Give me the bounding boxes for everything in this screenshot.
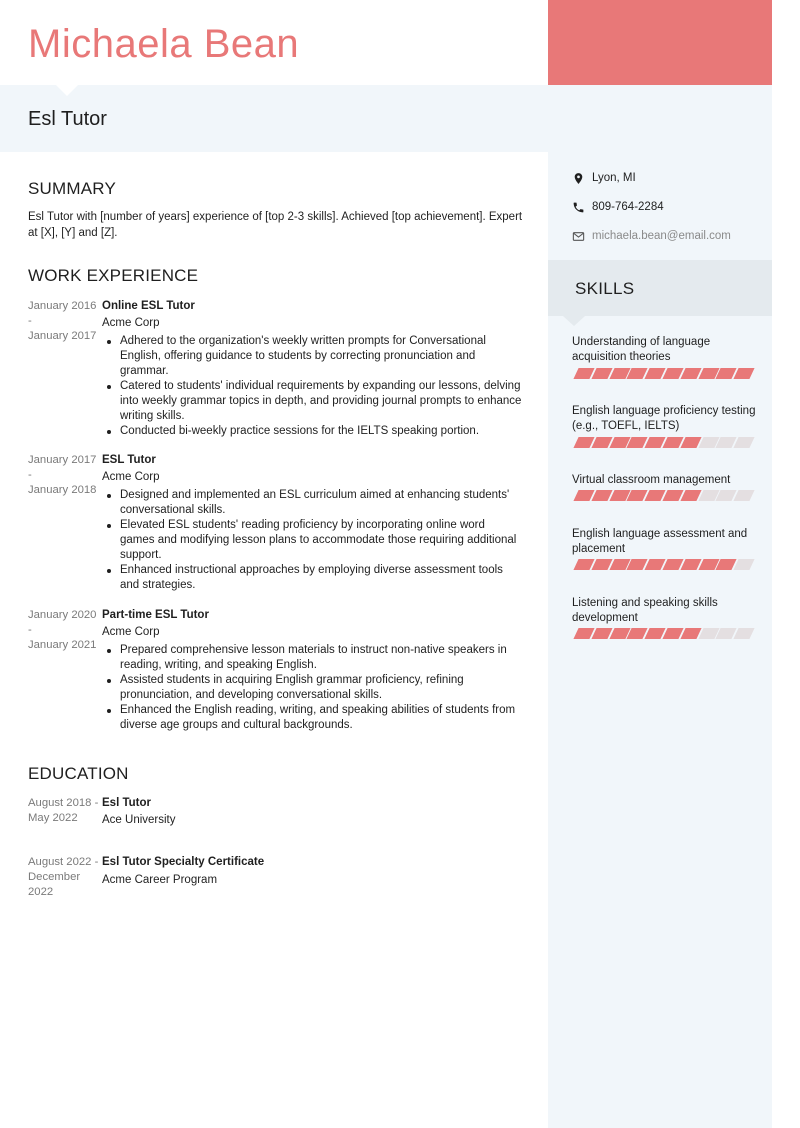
skill-name: English language proficiency testing (e.g., TOEFL, IELTS) [572, 405, 756, 432]
job-role: Part-time ESL Tutor [102, 609, 209, 621]
skill-segment-filled [734, 368, 755, 379]
email-text[interactable]: michaela.bean@email.com [592, 230, 731, 242]
job-company: Acme Corp [102, 471, 160, 483]
work-experience-heading: WORK EXPERIENCE [28, 266, 199, 285]
job-bullet: Catered to students' individual requirements by expanding our lessons, delving into weekly grammar topics in depth, and providing journal prompts to enhance writing skills. [120, 380, 522, 422]
education-degree: Esl Tutor [102, 797, 151, 809]
job-date-end: January 2021 [28, 639, 97, 651]
skill-name: Virtual classroom management [572, 474, 731, 486]
title-notch [56, 85, 78, 96]
skill-name: English language assessment and placement [572, 528, 748, 555]
job-company: Acme Corp [102, 626, 160, 638]
job-date-start: January 2020 [28, 609, 97, 621]
skill-level-bar [574, 628, 754, 639]
skill-segment-empty [734, 437, 755, 448]
job-role: Online ESL Tutor [102, 300, 195, 312]
job-bullet: Elevated ESL students' reading proficiency by incorporating online word games and modifying lesson plans to accommodate those requiring additional support. [120, 518, 522, 563]
phone-icon [572, 201, 585, 214]
job-title: Esl Tutor [28, 108, 107, 130]
job-date-start: January 2016 [28, 300, 97, 312]
skill-name: Understanding of language acquisition theories [572, 336, 711, 363]
education-school: Ace University [102, 814, 176, 826]
skill-segment-empty [734, 628, 755, 639]
job-bullet: Adhered to the organization's weekly written prompts for Conversational English, offering guidance to students by correcting pronunciation and grammar. [120, 334, 522, 379]
job-date-separator: - [28, 624, 32, 636]
candidate-name: Michaela Bean [28, 22, 300, 66]
title-band [0, 85, 772, 152]
skill-name: Listening and speaking skills development [572, 597, 718, 624]
job-date-start: January 2017 [28, 454, 97, 466]
job-bullet: Assisted students in acquiring English grammar proficiency, refining pronunciation, and developing conversational skills. [120, 673, 522, 703]
job-company: Acme Corp [102, 317, 160, 329]
job-bullet: Prepared comprehensive lesson materials to instruct non-native speakers in reading, writing, and speaking English. [120, 643, 522, 673]
location-pin-icon [572, 172, 585, 185]
education-date-start: August 2022 - [28, 856, 99, 868]
job-date-end: January 2018 [28, 484, 97, 496]
skill-level-bar [574, 559, 754, 570]
skill-level-bar [574, 437, 754, 448]
header-accent-block [548, 0, 772, 85]
education-date-start: August 2018 - [28, 797, 99, 809]
education-school: Acme Career Program [102, 874, 218, 886]
skill-level-bar [574, 490, 754, 501]
education-heading: EDUCATION [28, 764, 129, 783]
job-bullet-list [120, 488, 522, 593]
contact-phone [572, 198, 664, 216]
skill-segment-empty [734, 490, 755, 501]
envelope-icon [572, 230, 585, 243]
job-bullet-list [120, 334, 522, 439]
education-date-end: December 2022 [28, 871, 81, 898]
job-bullet: Enhanced the English reading, writing, and speaking abilities of students from diverse age groups and cultural backgrounds. [120, 703, 522, 733]
job-date-separator: - [28, 469, 32, 481]
summary-text: Esl Tutor with [number of years] experience of [top 2-3 skills]. Achieved [top achievement]. Expert at [X], [Y] and [Z]. [28, 211, 523, 239]
contact-location [572, 169, 636, 187]
education-degree: Esl Tutor Specialty Certificate [102, 856, 265, 868]
location-text: Lyon, MI [592, 172, 636, 184]
phone-text: 809-764-2284 [592, 201, 664, 213]
job-date-end: January 2017 [28, 330, 97, 342]
skill-level-bar [574, 368, 754, 379]
skill-segment-empty [734, 559, 755, 570]
contact-email[interactable] [572, 227, 731, 245]
job-bullet-list [120, 643, 522, 733]
job-bullet: Conducted bi-weekly practice sessions for the IELTS speaking portion. [120, 424, 522, 439]
job-role: ESL Tutor [102, 454, 156, 466]
job-bullet: Enhanced instructional approaches by employing diverse assessment tools and strategies. [120, 563, 522, 593]
job-date-separator: - [28, 315, 32, 327]
skills-notch [563, 316, 585, 326]
education-date-end: May 2022 [28, 812, 78, 824]
job-bullet: Designed and implemented an ESL curriculum aimed at enhancing students' conversational skills. [120, 488, 522, 518]
skills-heading: SKILLS [575, 279, 635, 298]
summary-heading: SUMMARY [28, 179, 116, 198]
